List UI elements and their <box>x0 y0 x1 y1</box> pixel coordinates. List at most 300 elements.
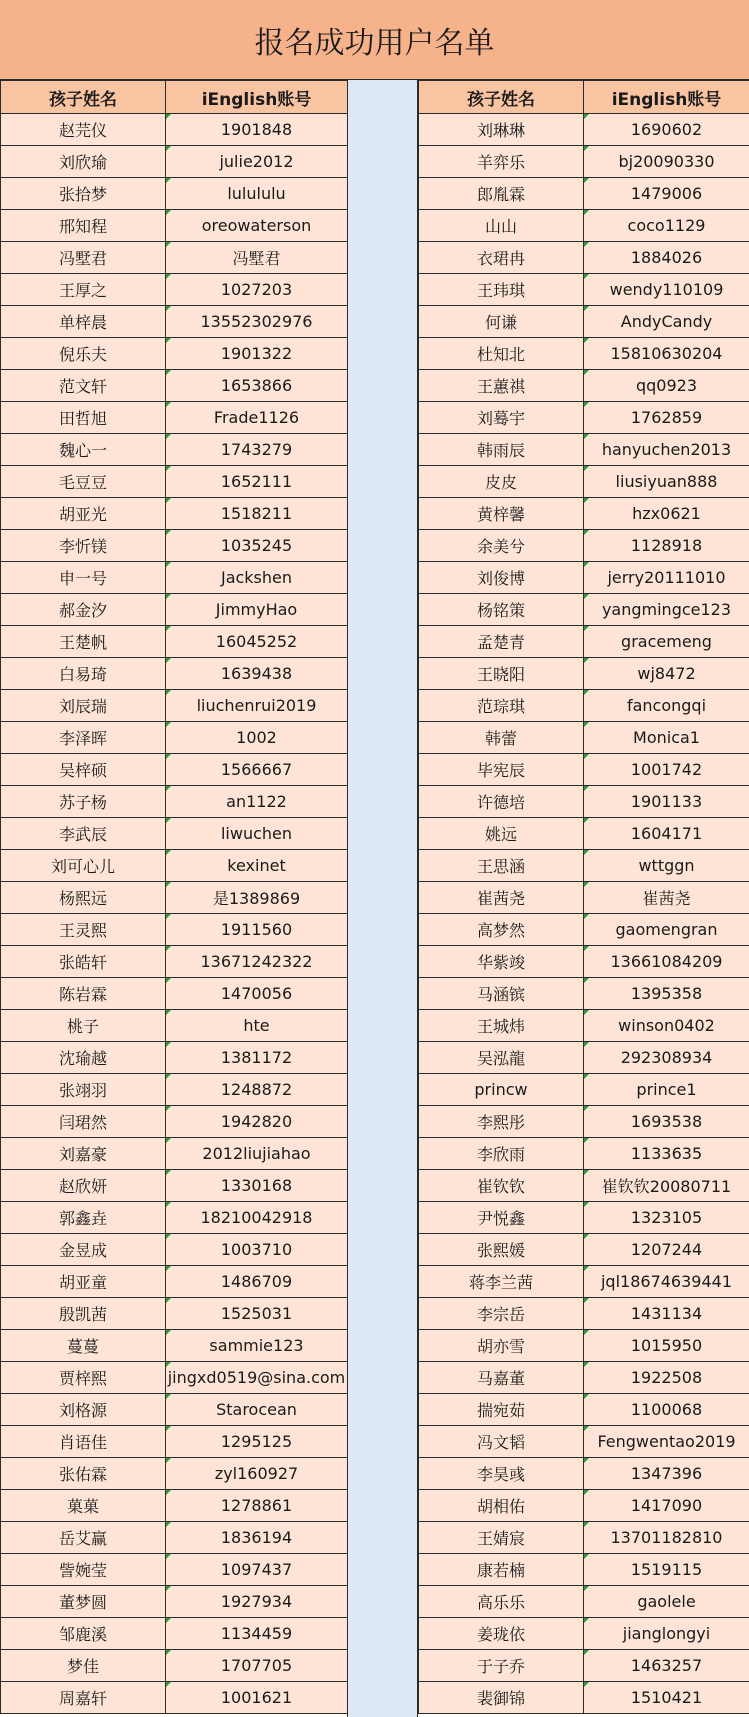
child-name-cell[interactable]: 李泽晖 <box>1 722 166 754</box>
child-name-cell[interactable]: 单梓晨 <box>1 306 166 338</box>
child-name-cell[interactable]: 王晓阳 <box>419 658 584 690</box>
account-cell[interactable]: 1330168 <box>166 1170 348 1202</box>
account-cell[interactable]: 冯墅君 <box>166 242 348 274</box>
child-name-cell[interactable]: 马涵镔 <box>419 978 584 1010</box>
table-row <box>419 1426 749 1458</box>
account-cell[interactable]: julie2012 <box>166 146 348 178</box>
child-name-cell[interactable]: 刘俊博 <box>419 562 584 594</box>
table-row <box>419 146 749 178</box>
account-cell[interactable]: 1381172 <box>166 1042 348 1074</box>
account-cell[interactable]: 13671242322 <box>166 946 348 978</box>
table-row <box>1 1522 348 1554</box>
child-name-cell[interactable]: 黄梓馨 <box>419 498 584 530</box>
account-cell[interactable]: 1248872 <box>166 1074 348 1106</box>
child-name-cell[interactable]: 羊弈乐 <box>419 146 584 178</box>
child-name-cell[interactable]: 赵欣妍 <box>1 1170 166 1202</box>
child-name-cell[interactable]: 岳艾赢 <box>1 1522 166 1554</box>
account-cell[interactable]: yangmingce123 <box>584 594 749 626</box>
account-cell[interactable]: 1097437 <box>166 1554 348 1586</box>
child-name-cell[interactable]: 李忻镁 <box>1 530 166 562</box>
child-name-cell[interactable]: 衣珺冉 <box>419 242 584 274</box>
header-row <box>419 81 749 114</box>
child-name-cell[interactable]: 白易琦 <box>1 658 166 690</box>
child-name-cell[interactable]: 田哲旭 <box>1 402 166 434</box>
table-row <box>419 1554 749 1586</box>
table-row <box>1 722 348 754</box>
table-row <box>419 242 749 274</box>
table-row <box>1 306 348 338</box>
account-cell[interactable]: hte <box>166 1010 348 1042</box>
table-row <box>419 626 749 658</box>
table-row <box>419 434 749 466</box>
child-name-cell[interactable]: 揣宛茹 <box>419 1394 584 1426</box>
child-name-cell[interactable]: 蔓蔓 <box>1 1330 166 1362</box>
child-name-cell[interactable]: 王婧宸 <box>419 1522 584 1554</box>
table-row <box>1 402 348 434</box>
table-row <box>419 1234 749 1266</box>
table-row <box>1 1042 348 1074</box>
account-cell[interactable]: 1015950 <box>584 1330 749 1362</box>
table-row <box>419 274 749 306</box>
child-name-cell[interactable]: 金昱成 <box>1 1234 166 1266</box>
child-name-cell[interactable]: 高梦然 <box>419 914 584 946</box>
child-name-cell[interactable]: 陈岩霖 <box>1 978 166 1010</box>
account-cell[interactable]: Frade1126 <box>166 402 348 434</box>
account-cell[interactable]: gaomengran <box>584 914 749 946</box>
account-cell[interactable]: 1479006 <box>584 178 749 210</box>
child-name-cell[interactable]: 沈瑜越 <box>1 1042 166 1074</box>
account-cell[interactable]: gracemeng <box>584 626 749 658</box>
table-row <box>1 562 348 594</box>
header-ienglish-account[interactable]: iEnglish账号 <box>166 81 348 114</box>
account-cell[interactable]: 1470056 <box>166 978 348 1010</box>
account-cell[interactable]: 1653866 <box>166 370 348 402</box>
child-name-cell[interactable]: 周嘉轩 <box>1 1682 166 1714</box>
table-row <box>419 690 749 722</box>
table-row <box>419 178 749 210</box>
child-name-cell[interactable]: 刘欣瑜 <box>1 146 166 178</box>
table-row <box>1 1458 348 1490</box>
account-cell[interactable]: 1001742 <box>584 754 749 786</box>
account-cell[interactable]: winson0402 <box>584 1010 749 1042</box>
account-cell[interactable]: 1002 <box>166 722 348 754</box>
account-cell[interactable]: 1762859 <box>584 402 749 434</box>
account-cell[interactable]: 1911560 <box>166 914 348 946</box>
account-cell[interactable]: wttggn <box>584 850 749 882</box>
table-row <box>419 786 749 818</box>
table-row <box>1 1554 348 1586</box>
child-name-cell[interactable]: 胡亦雪 <box>419 1330 584 1362</box>
account-cell[interactable]: 1901133 <box>584 786 749 818</box>
account-cell[interactable]: jql18674639441 <box>584 1266 749 1298</box>
account-cell[interactable]: 是1389869 <box>166 882 348 914</box>
account-cell[interactable]: 1884026 <box>584 242 749 274</box>
account-cell[interactable]: 2012liujiahao <box>166 1138 348 1170</box>
table-row <box>1 338 348 370</box>
page-title: 报名成功用户名单 <box>0 0 749 80</box>
account-cell[interactable]: 1566667 <box>166 754 348 786</box>
child-name-cell[interactable]: 孟楚青 <box>419 626 584 658</box>
account-cell[interactable]: wendy110109 <box>584 274 749 306</box>
child-name-cell[interactable]: 王蕙祺 <box>419 370 584 402</box>
account-cell[interactable]: 1486709 <box>166 1266 348 1298</box>
table-row <box>1 274 348 306</box>
table-row <box>1 370 348 402</box>
account-cell[interactable]: gaolele <box>584 1586 749 1618</box>
table-row <box>419 1266 749 1298</box>
child-name-cell[interactable]: 杨铭策 <box>419 594 584 626</box>
account-cell[interactable]: JimmyHao <box>166 594 348 626</box>
account-cell[interactable]: qq0923 <box>584 370 749 402</box>
table-row <box>1 1170 348 1202</box>
account-cell[interactable]: 1518211 <box>166 498 348 530</box>
table-row <box>1 1138 348 1170</box>
child-name-cell[interactable]: 董梦圆 <box>1 1586 166 1618</box>
account-cell[interactable]: 1417090 <box>584 1490 749 1522</box>
account-cell[interactable]: 1836194 <box>166 1522 348 1554</box>
child-name-cell[interactable]: 邹鹿溪 <box>1 1618 166 1650</box>
table-row <box>419 498 749 530</box>
account-cell[interactable]: 1922508 <box>584 1362 749 1394</box>
account-cell[interactable]: jianglongyi <box>584 1618 749 1650</box>
child-name-cell[interactable]: 倪乐夫 <box>1 338 166 370</box>
child-name-cell[interactable]: 裴御锦 <box>419 1682 584 1714</box>
account-cell[interactable]: 1323105 <box>584 1202 749 1234</box>
account-cell[interactable]: 1027203 <box>166 274 348 306</box>
account-cell[interactable]: oreowaterson <box>166 210 348 242</box>
child-name-cell[interactable]: 郝金汐 <box>1 594 166 626</box>
child-name-cell[interactable]: 冯墅君 <box>1 242 166 274</box>
account-cell[interactable]: hzx0621 <box>584 498 749 530</box>
account-cell[interactable]: wj8472 <box>584 658 749 690</box>
account-cell[interactable]: 1901322 <box>166 338 348 370</box>
account-cell[interactable]: 崔钦钦20080711 <box>584 1170 749 1202</box>
child-name-cell[interactable]: 张拾梦 <box>1 178 166 210</box>
child-name-cell[interactable]: 何谦 <box>419 306 584 338</box>
account-cell[interactable]: 16045252 <box>166 626 348 658</box>
table-row <box>1 1202 348 1234</box>
account-cell[interactable]: 1463257 <box>584 1650 749 1682</box>
child-name-cell[interactable]: 范琮琪 <box>419 690 584 722</box>
child-name-cell[interactable]: 许德培 <box>419 786 584 818</box>
account-cell[interactable]: 1707705 <box>166 1650 348 1682</box>
child-name-cell[interactable]: 李昊彧 <box>419 1458 584 1490</box>
child-name-cell[interactable]: 韩蕾 <box>419 722 584 754</box>
child-name-cell[interactable]: 李熙彤 <box>419 1106 584 1138</box>
child-name-cell[interactable]: 李欣雨 <box>419 1138 584 1170</box>
account-cell[interactable]: 13552302976 <box>166 306 348 338</box>
account-cell[interactable]: 13701182810 <box>584 1522 749 1554</box>
table-row <box>1 850 348 882</box>
table-row <box>1 1362 348 1394</box>
account-cell[interactable]: sammie123 <box>166 1330 348 1362</box>
table-row <box>1 242 348 274</box>
account-cell[interactable]: AndyCandy <box>584 306 749 338</box>
table-row <box>1 882 348 914</box>
child-name-cell[interactable]: 苏子杨 <box>1 786 166 818</box>
header-ienglish-account[interactable]: iEnglish账号 <box>584 81 749 114</box>
table-row <box>1 946 348 978</box>
child-name-cell[interactable]: 胡亚光 <box>1 498 166 530</box>
table-row <box>419 306 749 338</box>
child-name-cell[interactable]: 王楚帆 <box>1 626 166 658</box>
table-row <box>419 658 749 690</box>
table-row <box>419 338 749 370</box>
account-cell[interactable]: 1927934 <box>166 1586 348 1618</box>
table-row <box>419 914 749 946</box>
child-name-cell[interactable]: 余美兮 <box>419 530 584 562</box>
account-cell[interactable]: hanyuchen2013 <box>584 434 749 466</box>
child-name-cell[interactable]: 崔茜尧 <box>419 882 584 914</box>
child-name-cell[interactable]: 毕宪辰 <box>419 754 584 786</box>
child-name-cell[interactable]: 訾婉莹 <box>1 1554 166 1586</box>
child-name-cell[interactable]: 王思涵 <box>419 850 584 882</box>
table-row <box>419 1682 749 1714</box>
table-row <box>419 530 749 562</box>
child-name-cell[interactable]: 毛豆豆 <box>1 466 166 498</box>
table-row <box>419 402 749 434</box>
child-name-cell[interactable]: 闫珺然 <box>1 1106 166 1138</box>
account-cell[interactable]: liwuchen <box>166 818 348 850</box>
account-cell[interactable]: 1278861 <box>166 1490 348 1522</box>
child-name-cell[interactable]: 于子乔 <box>419 1650 584 1682</box>
account-cell[interactable]: 1652111 <box>166 466 348 498</box>
table-row <box>1 626 348 658</box>
table-row <box>1 914 348 946</box>
account-cell[interactable]: fancongqi <box>584 690 749 722</box>
account-cell[interactable]: 1100068 <box>584 1394 749 1426</box>
table-row <box>1 1394 348 1426</box>
account-cell[interactable]: 1001621 <box>166 1682 348 1714</box>
header-child-name[interactable]: 孩子姓名 <box>1 81 166 114</box>
account-cell[interactable]: Jackshen <box>166 562 348 594</box>
child-name-cell[interactable]: 王灵熙 <box>1 914 166 946</box>
table-row <box>419 850 749 882</box>
table-row <box>1 530 348 562</box>
child-name-cell[interactable]: 韩雨辰 <box>419 434 584 466</box>
table-row <box>419 1202 749 1234</box>
table-row <box>419 1074 749 1106</box>
table-row <box>419 1010 749 1042</box>
child-name-cell[interactable]: 郎胤霖 <box>419 178 584 210</box>
child-name-cell[interactable]: 胡相佑 <box>419 1490 584 1522</box>
child-name-cell[interactable]: 尹悦鑫 <box>419 1202 584 1234</box>
table-row <box>1 466 348 498</box>
child-name-cell[interactable]: 蒋李兰茜 <box>419 1266 584 1298</box>
table-row <box>1 594 348 626</box>
child-name-cell[interactable]: 邢知程 <box>1 210 166 242</box>
child-name-cell[interactable]: 刘琳琳 <box>419 114 584 146</box>
header-child-name[interactable]: 孩子姓名 <box>419 81 584 114</box>
table-row <box>1 818 348 850</box>
table-row <box>1 1618 348 1650</box>
table-row <box>1 434 348 466</box>
child-name-cell[interactable]: 姜珑依 <box>419 1618 584 1650</box>
account-cell[interactable]: Fengwentao2019 <box>584 1426 749 1458</box>
account-cell[interactable]: 1295125 <box>166 1426 348 1458</box>
child-name-cell[interactable]: 李宗岳 <box>419 1298 584 1330</box>
child-name-cell[interactable]: 王城炜 <box>419 1010 584 1042</box>
table-row <box>1 498 348 530</box>
table-row <box>419 562 749 594</box>
table-row <box>419 722 749 754</box>
child-name-cell[interactable]: 赵芫仪 <box>1 114 166 146</box>
child-name-cell[interactable]: 刘嘉豪 <box>1 1138 166 1170</box>
table-row <box>1 1234 348 1266</box>
child-name-cell[interactable]: 杜知北 <box>419 338 584 370</box>
account-cell[interactable]: liusiyuan888 <box>584 466 749 498</box>
child-name-cell[interactable]: 崔钦钦 <box>419 1170 584 1202</box>
account-cell[interactable]: prince1 <box>584 1074 749 1106</box>
account-cell[interactable]: 1519115 <box>584 1554 749 1586</box>
account-cell[interactable]: 1035245 <box>166 530 348 562</box>
account-cell[interactable]: 13661084209 <box>584 946 749 978</box>
account-cell[interactable]: 1693538 <box>584 1106 749 1138</box>
table-row <box>419 1298 749 1330</box>
account-cell[interactable]: 1690602 <box>584 114 749 146</box>
account-cell[interactable]: 1207244 <box>584 1234 749 1266</box>
child-name-cell[interactable]: 杨熙远 <box>1 882 166 914</box>
table-row <box>1 786 348 818</box>
table-row <box>419 946 749 978</box>
child-name-cell[interactable]: 山山 <box>419 210 584 242</box>
table-row <box>419 1618 749 1650</box>
table-row <box>1 1106 348 1138</box>
table-row <box>1 1426 348 1458</box>
child-name-cell[interactable]: 刘辰瑞 <box>1 690 166 722</box>
account-cell[interactable]: 崔茜尧 <box>584 882 749 914</box>
account-cell[interactable]: liuchenrui2019 <box>166 690 348 722</box>
child-name-cell[interactable]: 张皓轩 <box>1 946 166 978</box>
account-cell[interactable]: 15810630204 <box>584 338 749 370</box>
child-name-cell[interactable]: 马嘉董 <box>419 1362 584 1394</box>
account-cell[interactable]: coco1129 <box>584 210 749 242</box>
account-cell[interactable]: an1122 <box>166 786 348 818</box>
table-row <box>1 178 348 210</box>
child-name-cell[interactable]: 桃子 <box>1 1010 166 1042</box>
child-name-cell[interactable]: 吴泓龍 <box>419 1042 584 1074</box>
table-row <box>1 1650 348 1682</box>
table-row <box>1 1266 348 1298</box>
child-name-cell[interactable]: 高乐乐 <box>419 1586 584 1618</box>
child-name-cell[interactable]: princw <box>419 1074 584 1106</box>
account-cell[interactable]: bj20090330 <box>584 146 749 178</box>
left-table-body <box>1 114 348 1714</box>
child-name-cell[interactable]: 姚远 <box>419 818 584 850</box>
account-cell[interactable]: 1003710 <box>166 1234 348 1266</box>
table-row <box>419 754 749 786</box>
table-row <box>419 1106 749 1138</box>
account-cell[interactable]: 1431134 <box>584 1298 749 1330</box>
child-name-cell[interactable]: 吴梓硕 <box>1 754 166 786</box>
account-cell[interactable]: 1639438 <box>166 658 348 690</box>
account-cell[interactable]: 1510421 <box>584 1682 749 1714</box>
child-name-cell[interactable]: 刘格源 <box>1 1394 166 1426</box>
child-name-cell[interactable]: 刘可心儿 <box>1 850 166 882</box>
child-name-cell[interactable]: 张翊羽 <box>1 1074 166 1106</box>
account-cell[interactable]: 1347396 <box>584 1458 749 1490</box>
table-row <box>1 658 348 690</box>
table-row <box>419 210 749 242</box>
account-cell[interactable]: 1128918 <box>584 530 749 562</box>
child-name-cell[interactable]: 菓菓 <box>1 1490 166 1522</box>
table-row <box>419 594 749 626</box>
child-name-cell[interactable]: 贾梓熙 <box>1 1362 166 1394</box>
table-row <box>419 370 749 402</box>
account-cell[interactable]: 1134459 <box>166 1618 348 1650</box>
child-name-cell[interactable]: 冯文韬 <box>419 1426 584 1458</box>
account-cell[interactable]: 1942820 <box>166 1106 348 1138</box>
table-row <box>419 1522 749 1554</box>
child-name-cell[interactable]: 皮皮 <box>419 466 584 498</box>
child-name-cell[interactable]: 申一号 <box>1 562 166 594</box>
right-user-table <box>418 80 749 1714</box>
table-row <box>1 146 348 178</box>
left-user-table <box>0 80 348 1714</box>
account-cell[interactable]: lulululu <box>166 178 348 210</box>
right-table-body <box>419 114 749 1714</box>
account-cell[interactable]: 1525031 <box>166 1298 348 1330</box>
account-cell[interactable]: 292308934 <box>584 1042 749 1074</box>
table-row <box>1 978 348 1010</box>
child-name-cell[interactable]: 范文轩 <box>1 370 166 402</box>
account-cell[interactable]: 1901848 <box>166 114 348 146</box>
header-row <box>1 81 348 114</box>
child-name-cell[interactable]: 胡亚童 <box>1 1266 166 1298</box>
table-row <box>1 114 348 146</box>
table-row <box>419 1330 749 1362</box>
account-cell[interactable]: zyl160927 <box>166 1458 348 1490</box>
child-name-cell[interactable]: 华紫竣 <box>419 946 584 978</box>
child-name-cell[interactable]: 肖语佳 <box>1 1426 166 1458</box>
table-row <box>419 882 749 914</box>
table-row <box>419 1650 749 1682</box>
table-row <box>1 1490 348 1522</box>
child-name-cell[interactable]: 魏心一 <box>1 434 166 466</box>
child-name-cell[interactable]: 殷凯茜 <box>1 1298 166 1330</box>
child-name-cell[interactable]: 康若楠 <box>419 1554 584 1586</box>
table-row <box>419 114 749 146</box>
table-row <box>419 1394 749 1426</box>
account-cell[interactable]: 1743279 <box>166 434 348 466</box>
account-cell[interactable]: 18210042918 <box>166 1202 348 1234</box>
account-cell[interactable]: jerry20111010 <box>584 562 749 594</box>
spacer-column[interactable] <box>347 80 418 1717</box>
child-name-cell[interactable]: 梦佳 <box>1 1650 166 1682</box>
account-cell[interactable]: kexinet <box>166 850 348 882</box>
child-name-cell[interactable]: 李武辰 <box>1 818 166 850</box>
child-name-cell[interactable]: 张佑霖 <box>1 1458 166 1490</box>
child-name-cell[interactable]: 郭鑫垚 <box>1 1202 166 1234</box>
table-row <box>1 754 348 786</box>
child-name-cell[interactable]: 刘蓦宇 <box>419 402 584 434</box>
account-cell[interactable]: Starocean <box>166 1394 348 1426</box>
table-row <box>1 690 348 722</box>
account-cell[interactable]: jingxd0519@sina.com <box>166 1362 348 1394</box>
table-row <box>419 1586 749 1618</box>
account-cell[interactable]: Monica1 <box>584 722 749 754</box>
table-row <box>419 818 749 850</box>
table-row <box>1 1682 348 1714</box>
account-cell[interactable]: 1395358 <box>584 978 749 1010</box>
child-name-cell[interactable]: 王厚之 <box>1 274 166 306</box>
account-cell[interactable]: 1133635 <box>584 1138 749 1170</box>
account-cell[interactable]: 1604171 <box>584 818 749 850</box>
table-row <box>419 1170 749 1202</box>
table-row <box>1 1586 348 1618</box>
child-name-cell[interactable]: 王玮琪 <box>419 274 584 306</box>
child-name-cell[interactable]: 张熙媛 <box>419 1234 584 1266</box>
